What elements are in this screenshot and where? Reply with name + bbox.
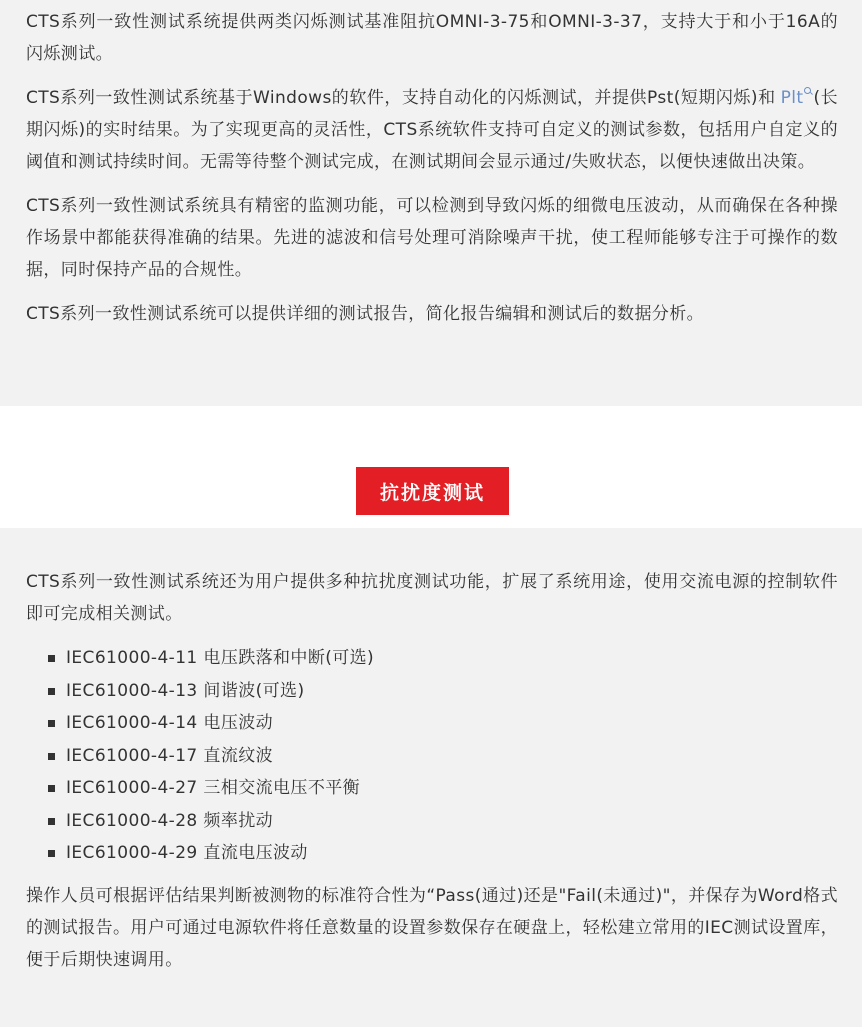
- square-bullet-icon: [48, 720, 55, 727]
- standards-list: [26, 642, 838, 870]
- square-bullet-icon: [48, 655, 55, 662]
- list-item-text: IEC61000-4-27 三相交流电压不平衡: [66, 778, 361, 798]
- flicker-paragraph-1: CTS系列一致性测试系统提供两类闪烁测试基准阻抗OMNI-3-75和OMNI-3-37，支持大于和小于16A的闪烁测试。: [26, 12, 838, 64]
- list-item-text: IEC61000-4-14 电压波动: [66, 713, 274, 733]
- flicker-paragraph-2-start: CTS系列一致性测试系统基于Windows的软件，支持自动化的闪烁测试，并提供Pst(短期闪烁)和: [26, 88, 776, 108]
- square-bullet-icon: [48, 818, 55, 825]
- square-bullet-icon: [48, 688, 55, 695]
- flicker-paragraph-3: CTS系列一致性测试系统具有精密的监测功能，可以检测到导致闪烁的细微电压波动，从而确保在各种操作场景中都能获得准确的结果。先进的滤波和信号处理可消除噪声干扰，使工程师能够专注于可操作的数据，同时保持产品的合规性。: [26, 196, 838, 280]
- list-item: [48, 740, 838, 773]
- list-item: [48, 707, 838, 740]
- plt-term-label[interactable]: Plt: [780, 88, 804, 108]
- list-item-text: IEC61000-4-13 间谐波(可选): [66, 680, 305, 701]
- square-bullet-icon: [48, 850, 55, 857]
- flicker-panel: [0, 0, 862, 406]
- section-heading: 抗扰度测试: [356, 467, 509, 515]
- square-bullet-icon: [48, 753, 55, 760]
- search-icon[interactable]: [804, 87, 813, 96]
- list-item-text: IEC61000-4-29 直流电压波动: [66, 843, 308, 863]
- plt-term-link[interactable]: [781, 88, 814, 108]
- list-item: [48, 837, 838, 870]
- immunity-intro: CTS系列一致性测试系统还为用户提供多种抗扰度测试功能，扩展了系统用途，使用交流电源的控制软件即可完成相关测试。: [26, 572, 838, 624]
- list-item: [48, 805, 838, 838]
- immunity-panel: [0, 528, 862, 1027]
- list-item-text: IEC61000-4-28 频率扰动: [66, 810, 274, 831]
- list-item: [48, 675, 838, 708]
- flicker-paragraph-4: CTS系列一致性测试系统可以提供详细的测试报告，简化报告编辑和测试后的数据分析。: [26, 304, 705, 324]
- list-item: [48, 772, 838, 805]
- immunity-outro: 操作人员可根据评估结果判断被测物的标准符合性为“Pass(通过)还是"Fail(未通过)"，并保存为Word格式的测试报告。用户可通过电源软件将任意数量的设置参数保存在硬盘上，轻松建立常用的IEC测试设置库，便于后期快速调用。: [26, 885, 838, 970]
- list-item-text: IEC61000-4-11 电压跌落和中断(可选): [66, 648, 375, 668]
- square-bullet-icon: [48, 785, 55, 792]
- list-item-text: IEC61000-4-17 直流纹波: [66, 745, 274, 766]
- flicker-paragraph-2: [26, 82, 838, 178]
- flicker-paragraph-2-end: (长期闪烁)的实时结果。为了实现更高的灵活性，CTS系统软件支持可自定义的测试参数，包括用户自定义的阈值和测试持续时间。无需等待整个测试完成，在测试期间会显示通过/失败状态，以便快速做出决策。: [26, 88, 838, 172]
- list-item: [48, 642, 838, 675]
